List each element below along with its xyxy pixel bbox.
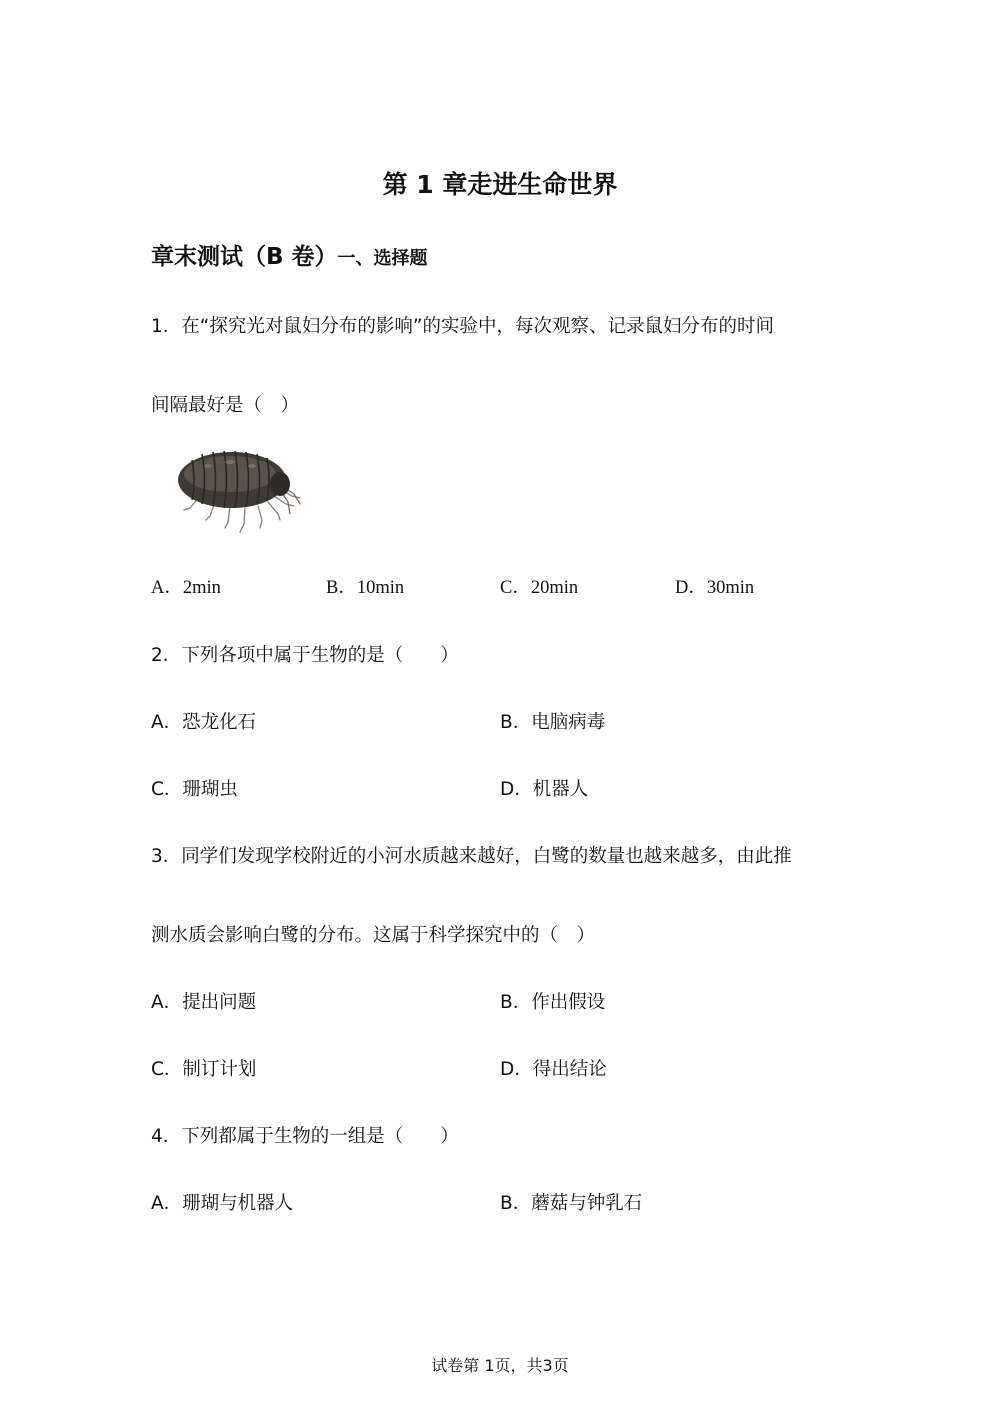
question-2-line-1: 2．下列各项中属于生物的是（ ）: [151, 645, 459, 666]
question-2-option-d[interactable]: D．机器人: [500, 779, 589, 800]
section-subtitle: 一、选择题: [337, 248, 428, 269]
question-2-option-b[interactable]: B．电脑病毒: [500, 712, 606, 733]
option-label: A．2min: [151, 578, 221, 598]
question-2-option-c[interactable]: C．珊瑚虫: [151, 779, 238, 800]
page-title: 第 1 章走进生命世界: [382, 170, 618, 199]
question-1-line-1: 1．在“探究光对鼠妇分布的影响”的实验中，每次观察、记录鼠妇分布的时间: [151, 316, 774, 337]
section-title: 章末测试（B 卷）: [151, 244, 338, 270]
question-1-option-b[interactable]: [326, 574, 404, 602]
option-label: D．30min: [675, 578, 755, 598]
option-label: C．20min: [500, 578, 579, 598]
question-2-option-a[interactable]: A．恐龙化石: [151, 712, 257, 733]
question-3-line-2: 测水质会影响白鹭的分布。这属于科学探究中的（ ）: [151, 925, 596, 946]
question-3-option-a[interactable]: A．提出问题: [151, 992, 257, 1013]
question-3-option-b[interactable]: B．作出假设: [500, 992, 606, 1013]
question-3-option-c[interactable]: C．制订计划: [151, 1059, 257, 1080]
question-4-option-b[interactable]: B．蘑菇与钟乳石: [500, 1193, 643, 1214]
question-4-option-a[interactable]: A．珊瑚与机器人: [151, 1193, 294, 1214]
question-4-line-1: 4．下列都属于生物的一组是（ ）: [151, 1126, 459, 1147]
question-1-option-c[interactable]: [500, 574, 578, 602]
question-1-line-2: 间隔最好是（ ）: [151, 395, 300, 416]
question-3-line-1: 3．同学们发现学校附近的小河水质越来越好，白鹭的数量也越来越多，由此推: [151, 846, 792, 867]
question-1-option-d[interactable]: [675, 574, 754, 602]
question-3-option-d[interactable]: D．得出结论: [500, 1059, 607, 1080]
woodlouse-image: [170, 438, 305, 538]
option-label: B．10min: [326, 578, 405, 598]
page-footer: 试卷第 1页，共3页: [431, 1356, 569, 1375]
question-1-option-a[interactable]: [151, 574, 221, 602]
section-heading: [151, 240, 428, 276]
